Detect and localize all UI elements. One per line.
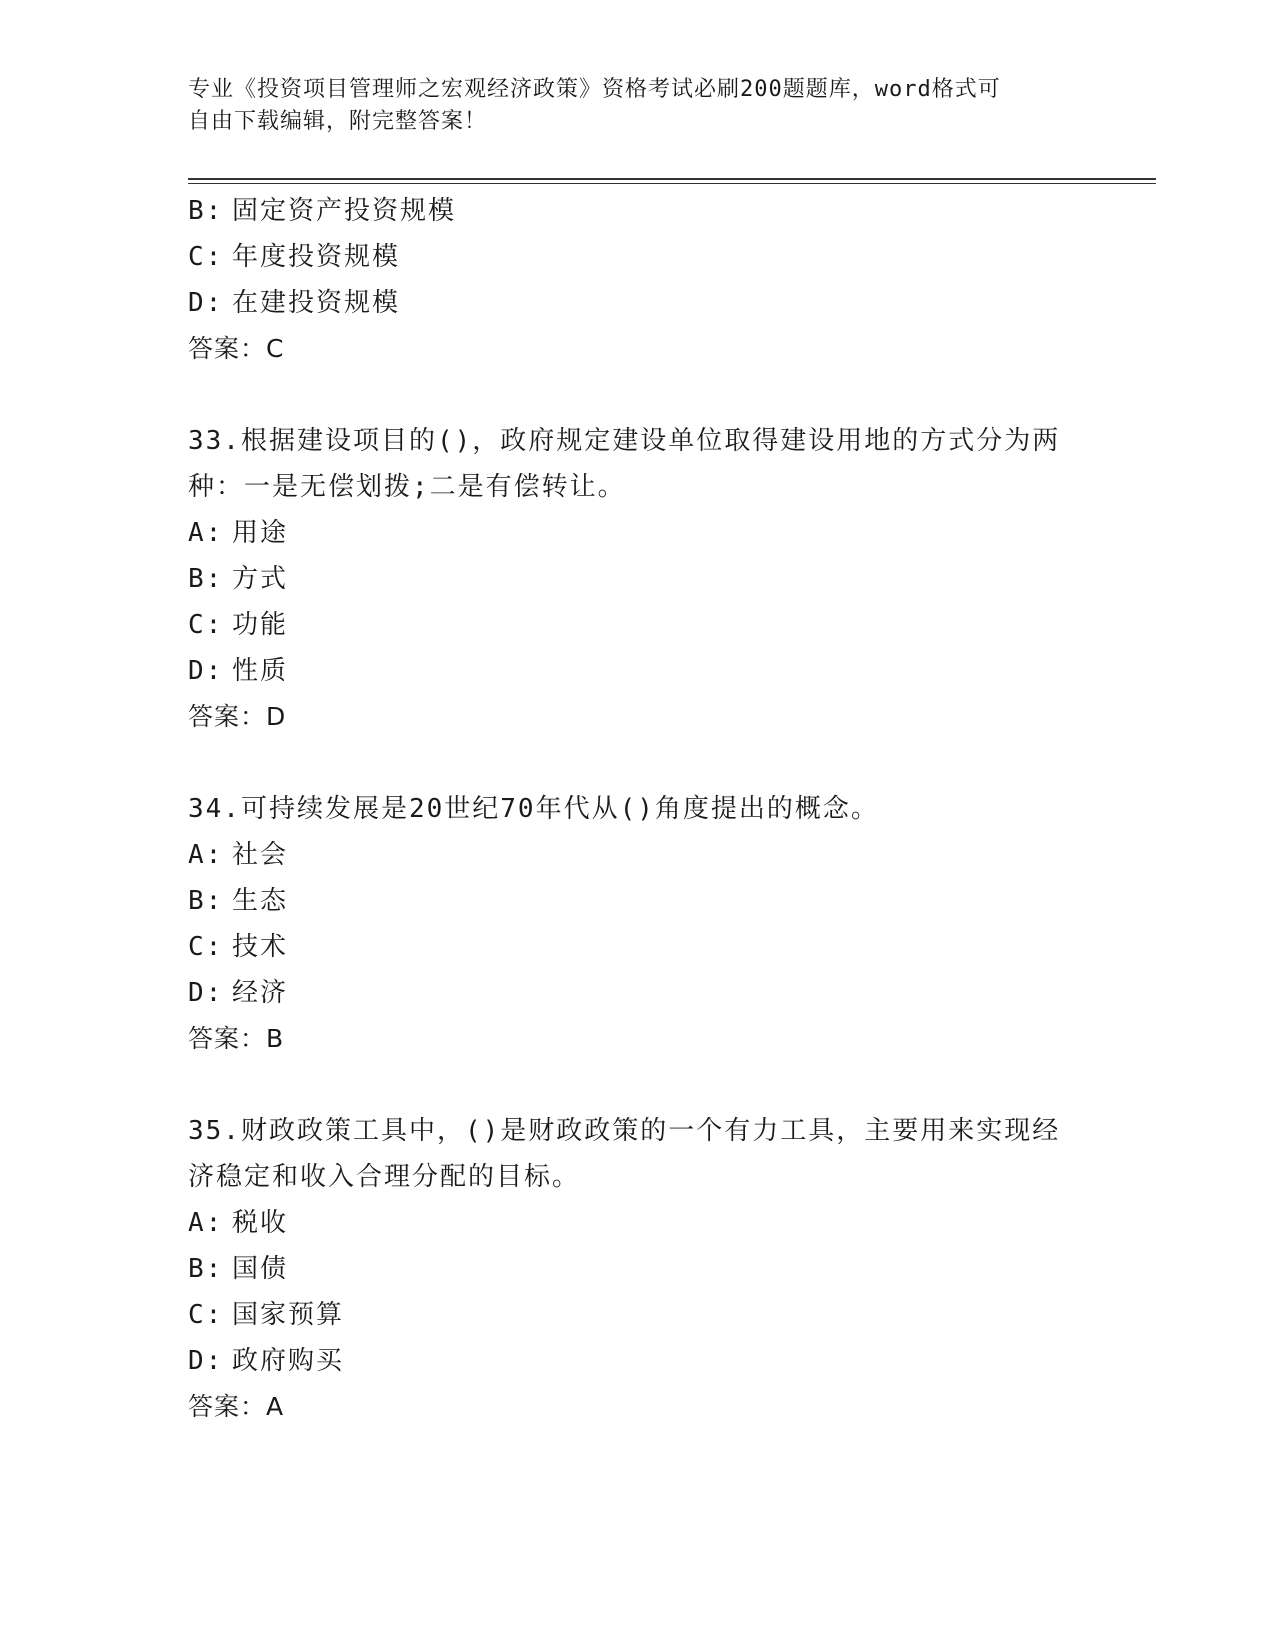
question-stem: 35.财政政策工具中，()是财政政策的一个有力工具，主要用来实现经济稳定和收入合理分配的目标。 [188,1116,1061,1192]
question-stem: 33.根据建设项目的()，政府规定建设单位取得建设用地的方式分为两种：一是无偿划拨;二是有偿转让。 [188,426,1061,502]
answer-line: 答案：A [188,1392,285,1421]
answer-line: 答案：D [188,702,287,731]
option-c: C: 技术 [188,932,289,962]
option-c: C: 功能 [188,610,289,640]
option-d: D: 经济 [188,978,289,1008]
option-b: B: 固定资产投资规模 [188,196,457,226]
option-d: D: 政府购买 [188,1346,345,1376]
header-line-2: 自由下载编辑，附完整答案！ [188,109,488,134]
partial-question [188,188,1088,372]
header-divider-thin [188,183,1156,184]
option-a: A: 社会 [188,840,289,870]
option-b: B: 方式 [188,564,289,594]
option-d: D: 性质 [188,656,289,686]
question-33 [188,418,1088,740]
option-d: D: 在建投资规模 [188,288,401,318]
answer-line: 答案：B [188,1024,285,1053]
header-line-1: 专业《投资项目管理师之宏观经济政策》资格考试必刷200题题库，word格式可 [188,77,1001,102]
question-list [188,188,1088,1430]
option-c: C: 国家预算 [188,1300,345,1330]
answer-line: 答案：C [188,334,285,363]
document-header [188,74,1078,138]
question-stem: 34.可持续发展是20世纪70年代从()角度提出的概念。 [188,794,879,824]
option-b: B: 生态 [188,886,289,916]
option-b: B: 国债 [188,1254,289,1284]
question-34 [188,786,1088,1062]
option-c: C: 年度投资规模 [188,242,401,272]
question-35 [188,1108,1088,1430]
option-a: A: 税收 [188,1208,289,1238]
header-divider [188,178,1156,180]
option-a: A: 用途 [188,518,289,548]
